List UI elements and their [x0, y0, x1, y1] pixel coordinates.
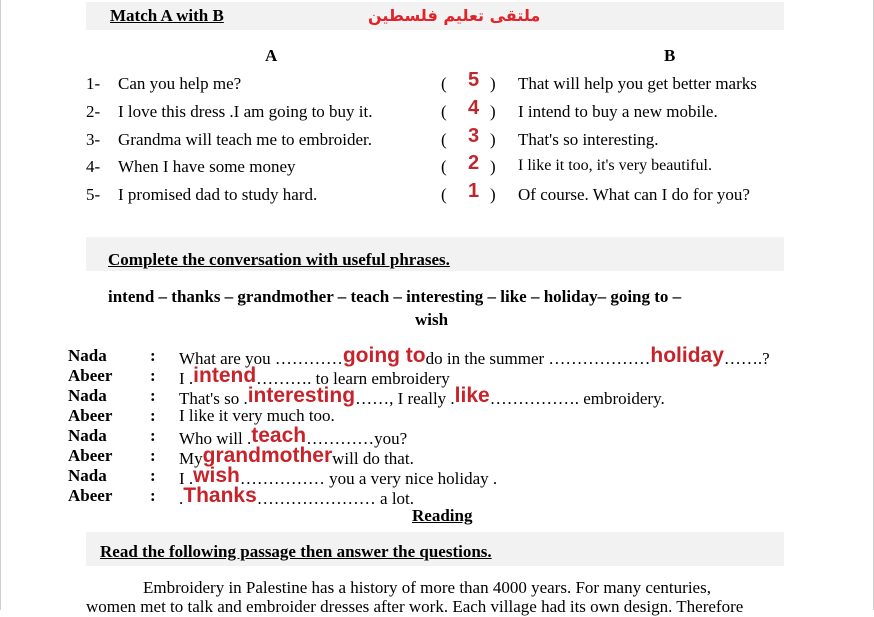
dialogue-segment: do in the summer [425, 349, 549, 368]
dialogue-segment: I . [179, 369, 194, 388]
word-bank-line-1: intend – thanks – grandmother – teach – interesting – like – holiday– going to – [108, 287, 682, 306]
match-paren-close: ) [490, 74, 496, 93]
word-bank-line-2: wish [415, 310, 449, 329]
dialogue-segment: I . [179, 469, 194, 488]
speaker-colon: : [150, 466, 156, 485]
dialogue-segment: …………you? [306, 429, 408, 448]
match-answer-number: 4 [468, 97, 480, 119]
dialogue-segment: ……, I really . [355, 389, 455, 408]
dialogue-segment: …………… you a very nice holiday . [239, 469, 498, 488]
conversation-line [68, 486, 828, 506]
speaker-colon: : [150, 446, 156, 465]
speaker-name: Nada [68, 426, 107, 445]
dialogue-segment: will do that. [332, 449, 414, 468]
match-row-a-text: Can you help me? [118, 74, 242, 93]
dialogue-segment: My [179, 449, 203, 468]
filled-answer: grandmother [202, 444, 333, 467]
speaker-colon: : [150, 346, 156, 365]
reading-heading: Read the following passage then answer the questions. [100, 542, 492, 561]
match-paren-open: ( [441, 130, 447, 149]
match-paren-open: ( [441, 102, 447, 121]
speaker-name: Nada [68, 466, 107, 485]
speaker-colon: : [150, 386, 156, 405]
filled-answer: intend [193, 364, 257, 387]
match-row-number: 1- [86, 74, 101, 93]
match-answer-number: 2 [468, 152, 480, 174]
speaker-colon: : [150, 366, 156, 385]
match-row-a-text: When I have some money [118, 157, 296, 176]
speaker-colon: : [150, 406, 156, 425]
passage-line-2: women met to talk and embroider dresses after work. Each village had its own design. Therefore [86, 597, 744, 616]
match-row-b-text: Of course. What can I do for you? [518, 185, 750, 204]
match-row-a-text: Grandma will teach me to embroider. [118, 130, 372, 149]
match-paren-open: ( [441, 74, 447, 93]
dialogue-segment: …….? [723, 349, 770, 368]
match-paren-open: ( [441, 157, 447, 176]
speaker-name: Abeer [68, 406, 113, 425]
speaker-colon: : [150, 426, 156, 445]
speaker-colon: : [150, 486, 156, 505]
dialogue-segment: Who will . [179, 429, 252, 448]
speaker-name: Abeer [68, 366, 113, 385]
reading-title: Reading [412, 506, 473, 525]
conversation-line [68, 466, 828, 486]
speaker-name: Nada [68, 386, 107, 405]
column-b-header: B [664, 46, 676, 65]
filled-answer: going to [342, 344, 426, 367]
match-paren-close: ) [490, 157, 496, 176]
match-answer-number: 1 [468, 180, 480, 202]
page-left-border [0, 0, 1, 610]
conversation-line [68, 426, 828, 446]
match-row-number: 4- [86, 157, 101, 176]
speaker-name: Nada [68, 346, 107, 365]
filled-answer: teach [251, 424, 307, 447]
match-paren-close: ) [490, 185, 496, 204]
dialogue-segment: What are you [179, 349, 275, 368]
dialogue-segment: That's so . [179, 389, 248, 408]
dialogue-text [179, 406, 335, 426]
dialogue-segment: . [179, 489, 184, 508]
speaker-name: Abeer [68, 446, 113, 465]
match-paren-close: ) [490, 130, 496, 149]
dialogue-segment: ………. to learn embroidery [256, 369, 450, 388]
complete-heading: Complete the conversation with useful phrases. [108, 250, 450, 269]
column-a-header: A [265, 46, 278, 65]
conversation-line [68, 386, 828, 406]
match-row-number: 2- [86, 102, 101, 121]
match-heading: Match A with B [110, 6, 224, 25]
match-row-a-text: I promised dad to study hard. [118, 185, 318, 204]
filled-answer: interesting [247, 384, 356, 407]
match-paren-close: ) [490, 102, 496, 121]
watermark-logo-text: ملتقى تعليم فلسطين [368, 6, 541, 25]
blank-dots: ………… [274, 349, 343, 368]
filled-answer: wish [193, 464, 240, 487]
passage-line-1: Embroidery in Palestine has a history of more than 4000 years. For many centuries, [143, 578, 711, 597]
match-answer-number: 3 [468, 125, 480, 147]
filled-answer: Thanks [183, 484, 257, 507]
dialogue-segment: ………………… a lot. [256, 489, 415, 508]
conversation-line [68, 346, 828, 366]
match-row-a-text: I love this dress .I am going to buy it. [118, 102, 373, 121]
filled-answer: like [454, 384, 490, 407]
dialogue-segment: I like it very much too. [179, 406, 335, 425]
match-row-b-text: That will help you get better marks [518, 74, 757, 93]
match-paren-open: ( [441, 185, 447, 204]
conversation-line [68, 446, 828, 466]
match-row-b-text: I intend to buy a new mobile. [518, 102, 718, 121]
match-row-b-text: I like it too, it's very beautiful. [518, 157, 712, 174]
match-answer-number: 5 [468, 69, 480, 91]
match-row-number: 5- [86, 185, 101, 204]
dialogue-text [179, 486, 414, 510]
conversation-line [68, 406, 828, 426]
filled-answer: holiday [650, 344, 724, 367]
match-row-number: 3- [86, 130, 101, 149]
blank-dots: ……………… [548, 349, 651, 368]
dialogue-segment: ……………. embroidery. [489, 389, 665, 408]
conversation-line [68, 366, 828, 386]
speaker-name: Abeer [68, 486, 113, 505]
match-row-b-text: That's so interesting. [518, 130, 659, 149]
